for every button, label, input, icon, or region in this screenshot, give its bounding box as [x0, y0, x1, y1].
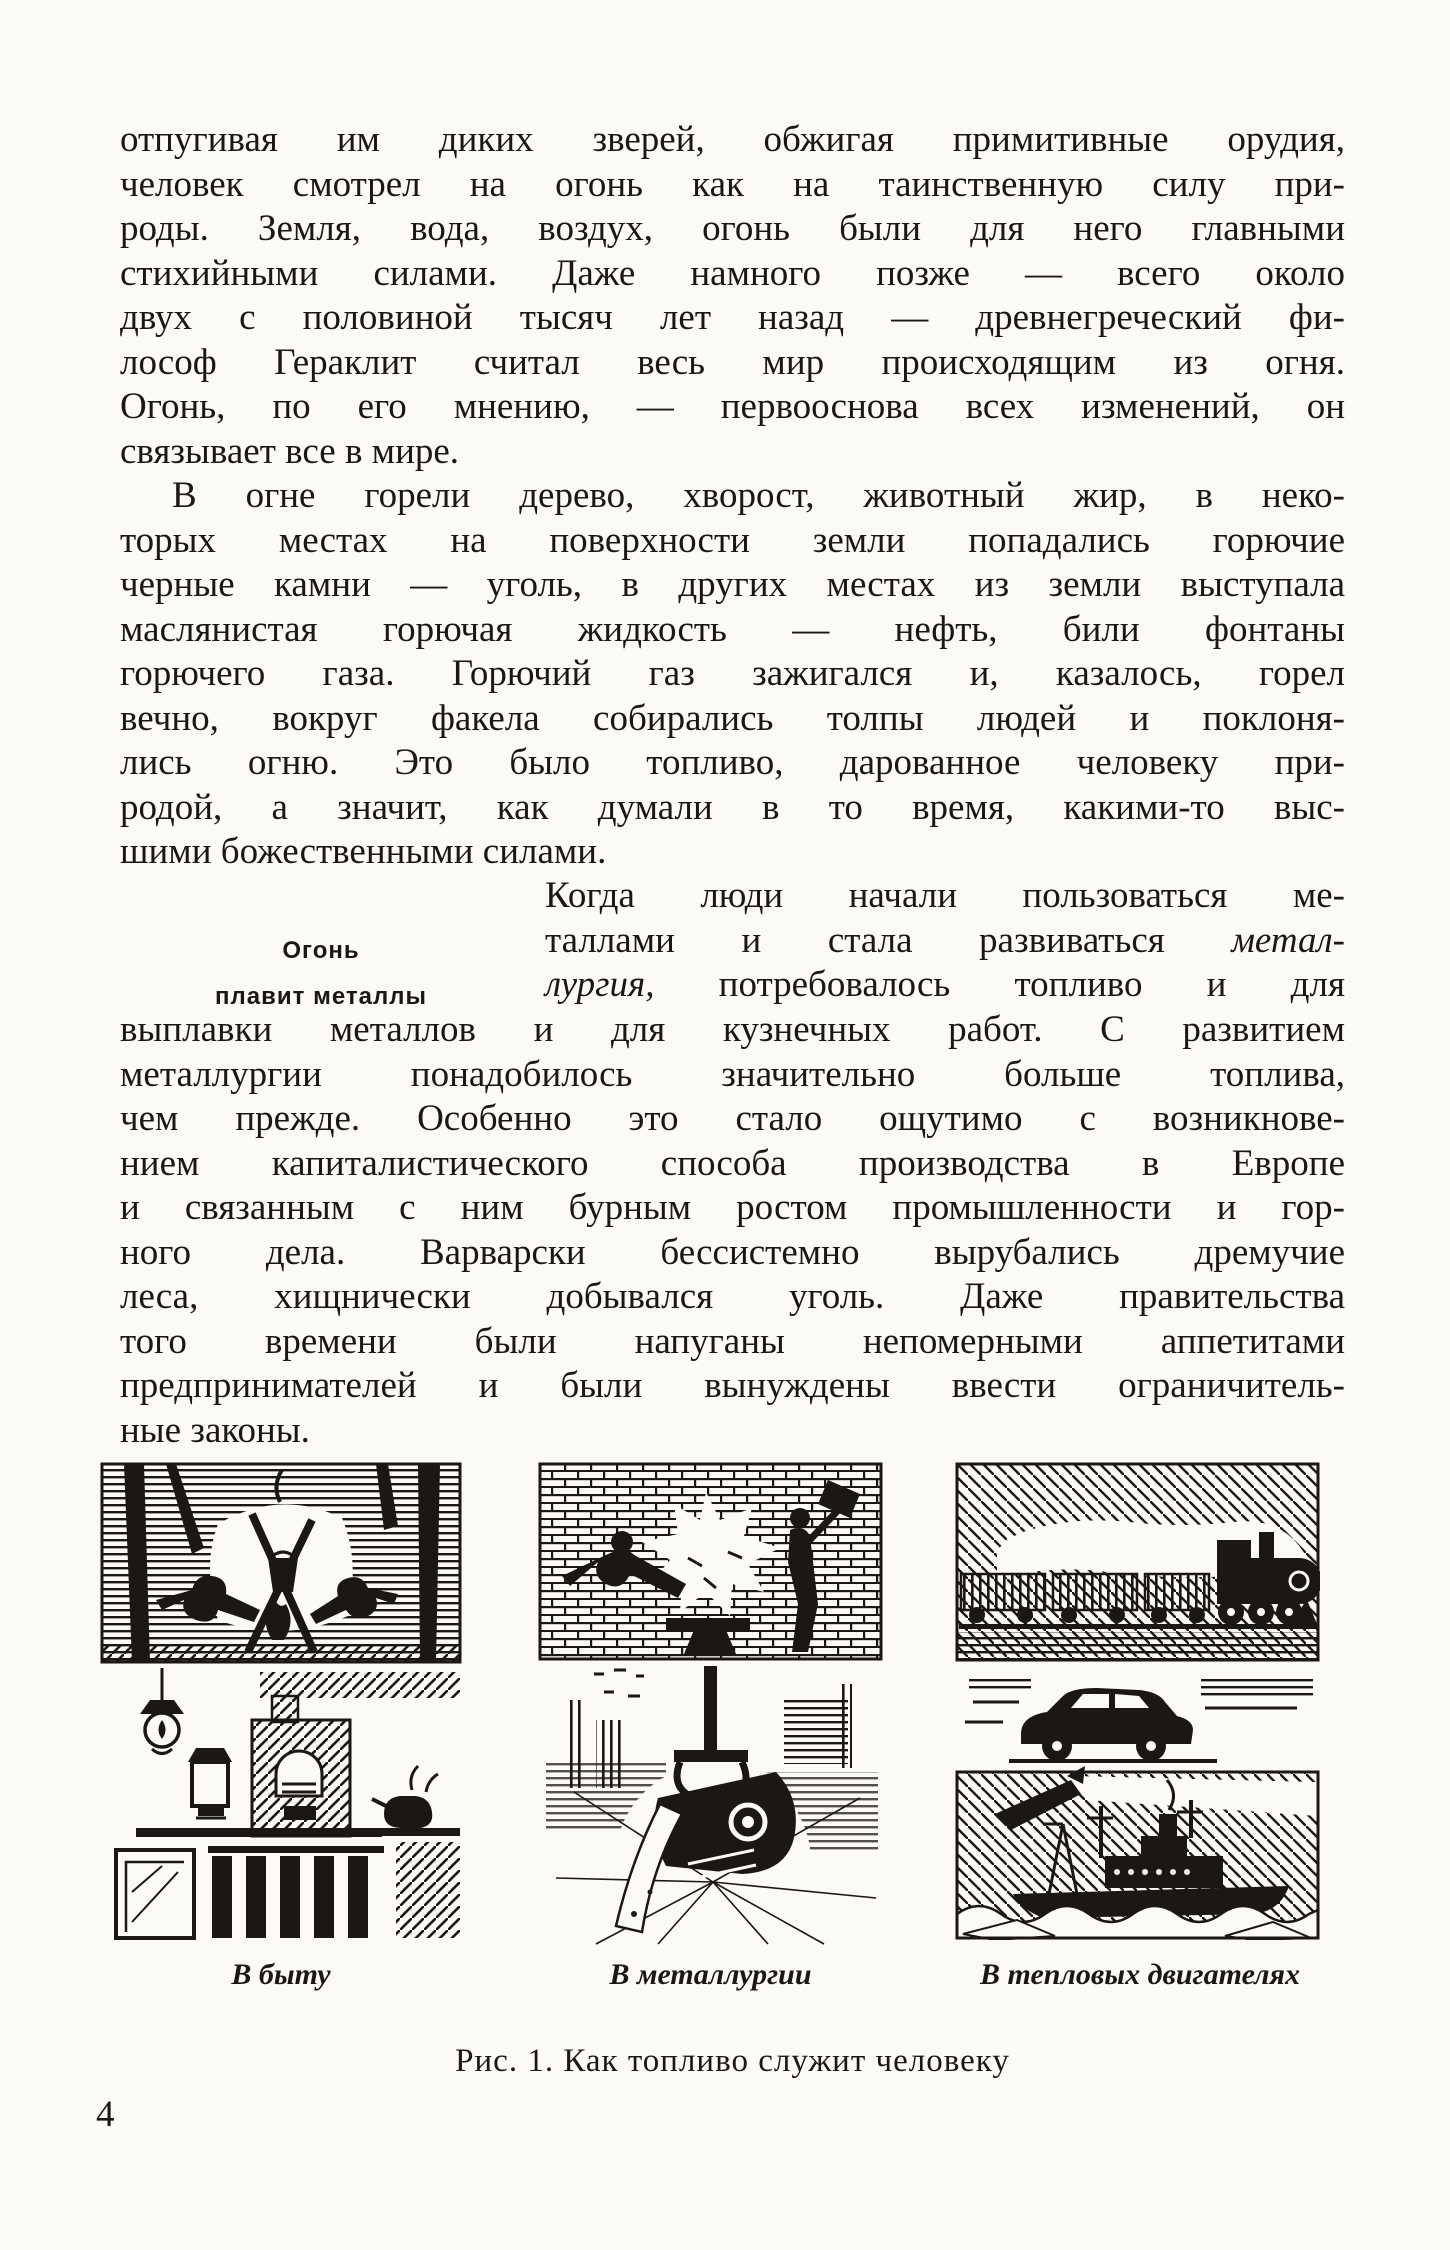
text-line: Огонь, по его мнению, — первооснова всех изменений, он	[120, 386, 1345, 427]
text-line: таллами и стала развиваться метал-	[545, 919, 1345, 961]
text-line: того времени были напуганы непомерными аппетитами	[120, 1320, 1345, 1362]
text-line: выплавки металлов и для кузнечных работ. С развитием	[120, 1009, 1345, 1050]
text-line: Когда люди начали пользоваться ме-	[545, 875, 1345, 916]
text-line: отпугивая им диких зверей, обжигая примитивные орудия,	[120, 119, 1345, 160]
text-line: стихийными силами. Даже намного позже — всего около	[120, 252, 1345, 294]
text-line: родой, а значит, как думали в то время, какими-то выс-	[120, 786, 1345, 828]
page-number: 4	[96, 2094, 115, 2135]
text-line: связывает все в мире.	[120, 430, 460, 472]
text-line: металлургии понадобилось значительно больше топлива,	[120, 1053, 1345, 1095]
text-line: горючего газа. Горючий газ зажигался и, казалось, горел	[120, 653, 1345, 694]
text-line: двух с половиной тысяч лет назад — древнегреческий фи-	[120, 297, 1345, 338]
text-line: торых местах на поверхности земли попадались горючие	[120, 519, 1345, 561]
figure-caption: Рис. 1. Как топливо служит человеку	[455, 2043, 1010, 2079]
panel-caption-domestic: В быту	[231, 1958, 331, 1991]
panel-caption-heat-engines: В тепловых двигателях	[980, 1958, 1300, 1991]
domestic-use-engraving	[100, 1462, 462, 1940]
home-hearth-scene	[116, 1668, 460, 1938]
text-line: маслянистая горючая жидкость — нефть, били фонтаны	[120, 608, 1345, 650]
text-line: ные законы.	[120, 1409, 310, 1451]
text-line: лургия, потребовалось топливо и для	[545, 964, 1345, 1005]
ladle-pouring-scene	[546, 1666, 878, 1950]
panel-caption-metallurgy: В металлургии	[609, 1958, 812, 1991]
text-line: лософ Гераклит считал весь мир происходящим из огня.	[120, 341, 1345, 383]
margin-note-line: плавит металлы	[215, 983, 427, 1010]
text-line: роды. Земля, вода, воздух, огонь были для него главными	[120, 208, 1345, 249]
ship-and-rocket-scene	[957, 1766, 1318, 1940]
text-line: предпринимателей и были вынуждены ввести ограничитель-	[120, 1365, 1345, 1406]
text-line: и связанным с ним бурным ростом промышленности и гор-	[120, 1187, 1345, 1228]
text-line: чем прежде. Особенно это стало ощутимо с возникнове-	[120, 1098, 1345, 1139]
text-line: черные камни — уголь, в других местах из земли выступала	[120, 564, 1345, 605]
heat-engines-engraving	[955, 1462, 1320, 1940]
text-line: ного дела. Варварски бессистемно вырубались дремучие	[120, 1231, 1345, 1273]
forge-scene	[540, 1464, 881, 1659]
steam-locomotive-scene	[957, 1464, 1320, 1660]
metallurgy-engraving	[538, 1462, 883, 1950]
text-line: лись огню. Это было топливо, дарованное человеку при-	[120, 742, 1345, 783]
paragraph-metallurgy-start	[545, 874, 1345, 1008]
paragraph-fuels-in-nature	[120, 474, 1345, 875]
text-line: нием капиталистического способа производства в Европе	[120, 1142, 1345, 1184]
text-line: леса, хищнически добывался уголь. Даже правительства	[120, 1276, 1345, 1317]
text-line: человек смотрел на огонь как на таинственную силу при-	[120, 163, 1345, 205]
paragraph-metallurgy-continue	[120, 1008, 1345, 1453]
paragraph-fire-mystery	[120, 118, 1345, 474]
text-line: шими божественными силами.	[120, 831, 607, 872]
margin-note	[120, 928, 522, 1020]
text-line: В огне горели дерево, хворост, животный жир, в неко-	[172, 475, 1345, 516]
automobile-scene	[965, 1676, 1313, 1763]
margin-note-line: Огонь	[282, 937, 360, 964]
text-line: вечно, вокруг факела собирались толпы людей и поклоня-	[120, 697, 1345, 739]
campfire-scene	[102, 1464, 460, 1662]
